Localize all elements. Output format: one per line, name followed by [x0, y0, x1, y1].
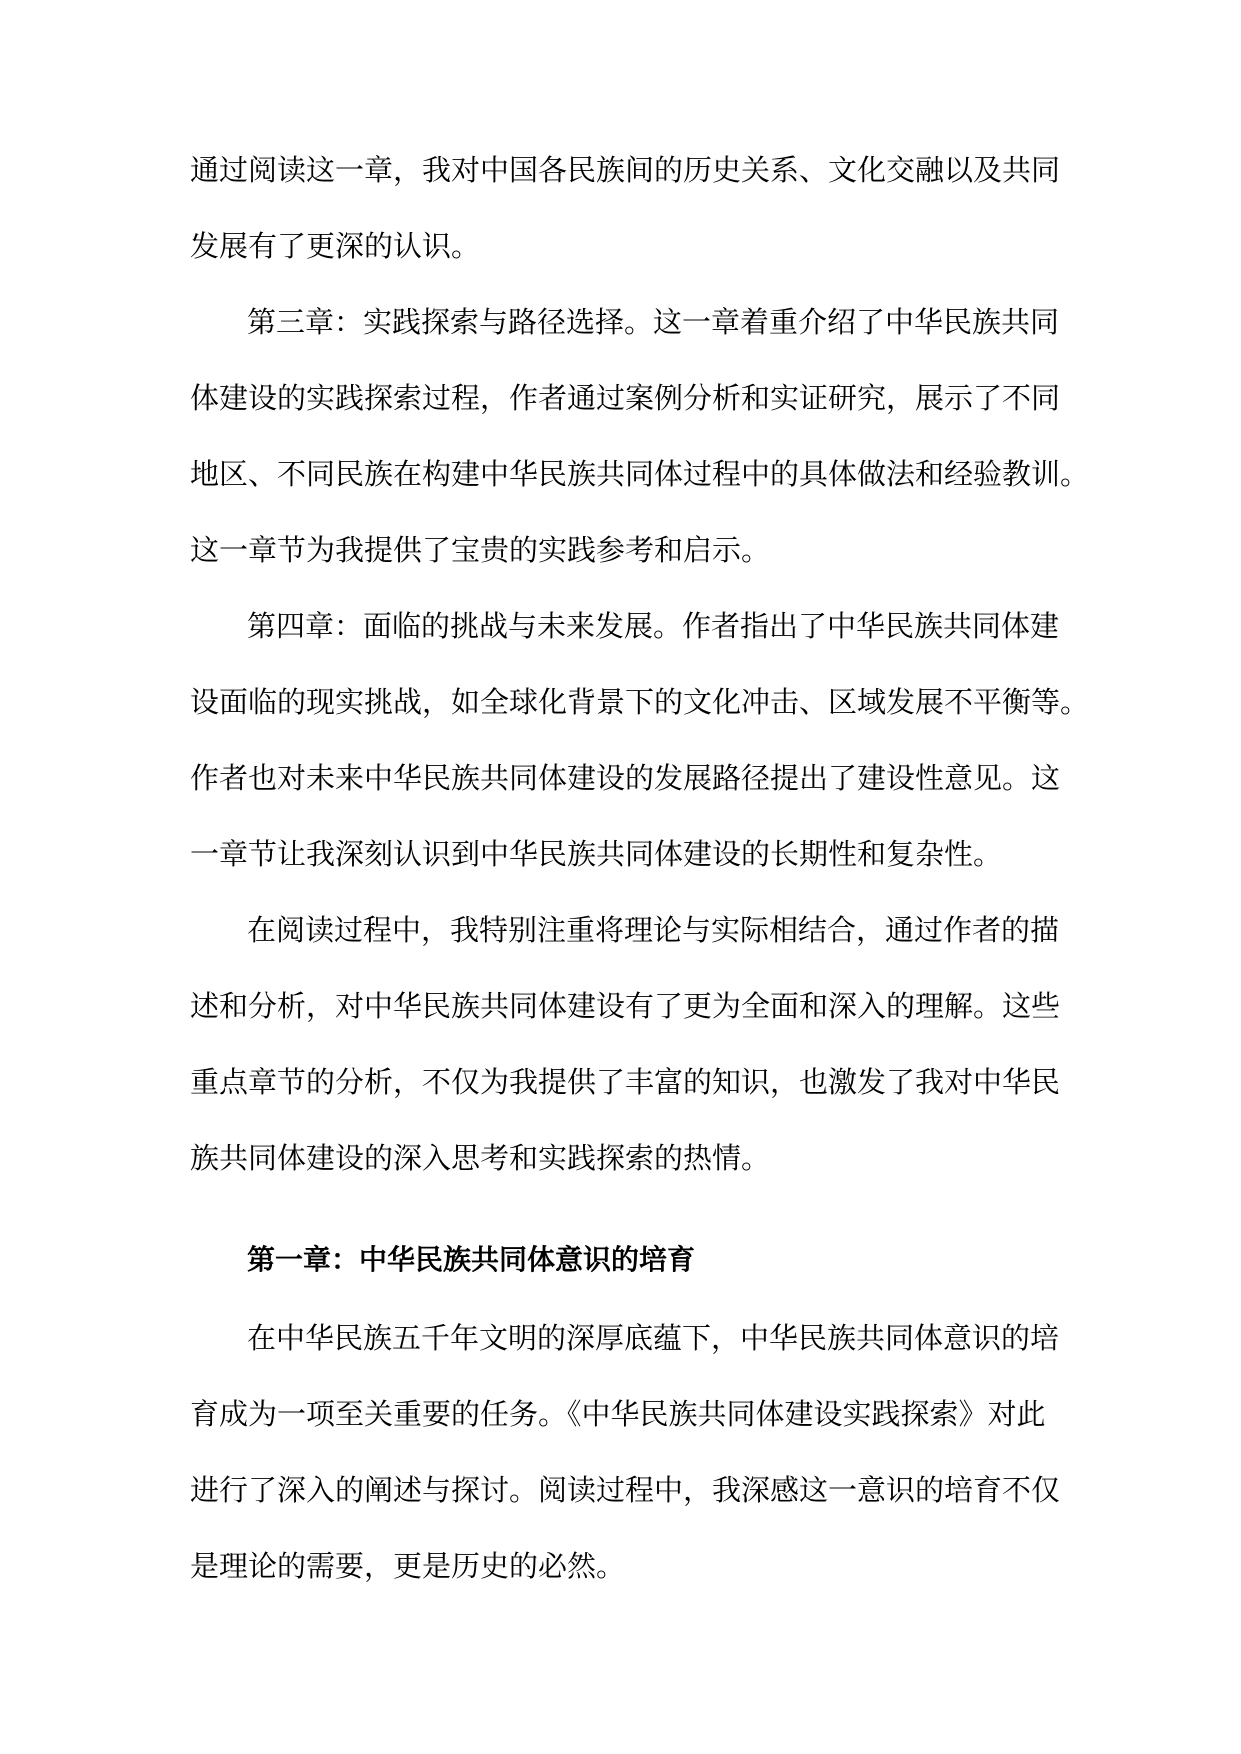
paragraph-1-line-2: 发展有了更深的认识。 [190, 229, 481, 263]
paragraph-3-line-4: 一章节让我深刻认识到中华民族共同体建设的长期性和复杂性。 [190, 837, 1003, 871]
paragraph-2-line-4: 这一章节为我提供了宝贵的实践参考和启示。 [190, 533, 771, 567]
section-paragraph-1-line-1: 在中华民族五千年文明的深厚底蕴下，中华民族共同体意识的培 [247, 1321, 1060, 1355]
paragraph-4-line-4: 族共同体建设的深入思考和实践探索的热情。 [190, 1141, 771, 1175]
paragraph-4-line-2: 述和分析，对中华民族共同体建设有了更为全面和深入的理解。这些 [190, 989, 1061, 1023]
paragraph-2-line-2: 体建设的实践探索过程，作者通过案例分析和实证研究，展示了不同 [190, 381, 1061, 415]
section-heading: 第一章：中华民族共同体意识的培育 [247, 1243, 696, 1276]
paragraph-2-line-3: 地区、不同民族在构建中华民族共同体过程中的具体做法和经验教训。 [190, 457, 1090, 491]
paragraph-1-line-1: 通过阅读这一章，我对中国各民族间的历史关系、文化交融以及共同 [190, 153, 1061, 187]
paragraph-2-line-1: 第三章：实践探索与路径选择。这一章着重介绍了中华民族共同 [247, 305, 1060, 339]
section-paragraph-1-line-2: 育成为一项至关重要的任务。《中华民族共同体建设实践探索》对此 [190, 1397, 1046, 1431]
paragraph-4-line-3: 重点章节的分析，不仅为我提供了丰富的知识，也激发了我对中华民 [190, 1065, 1061, 1099]
paragraph-3-line-1: 第四章：面临的挑战与未来发展。作者指出了中华民族共同体建 [247, 609, 1060, 643]
paragraph-4-line-1: 在阅读过程中，我特别注重将理论与实际相结合，通过作者的描 [247, 913, 1060, 947]
paragraph-3-line-2: 设面临的现实挑战，如全球化背景下的文化冲击、区域发展不平衡等。 [190, 685, 1090, 719]
section-paragraph-1-line-4: 是理论的需要，更是历史的必然。 [190, 1549, 626, 1583]
paragraph-3-line-3: 作者也对未来中华民族共同体建设的发展路径提出了建设性意见。这 [190, 761, 1061, 795]
section-paragraph-1-line-3: 进行了深入的阐述与探讨。阅读过程中，我深感这一意识的培育不仅 [190, 1473, 1061, 1507]
